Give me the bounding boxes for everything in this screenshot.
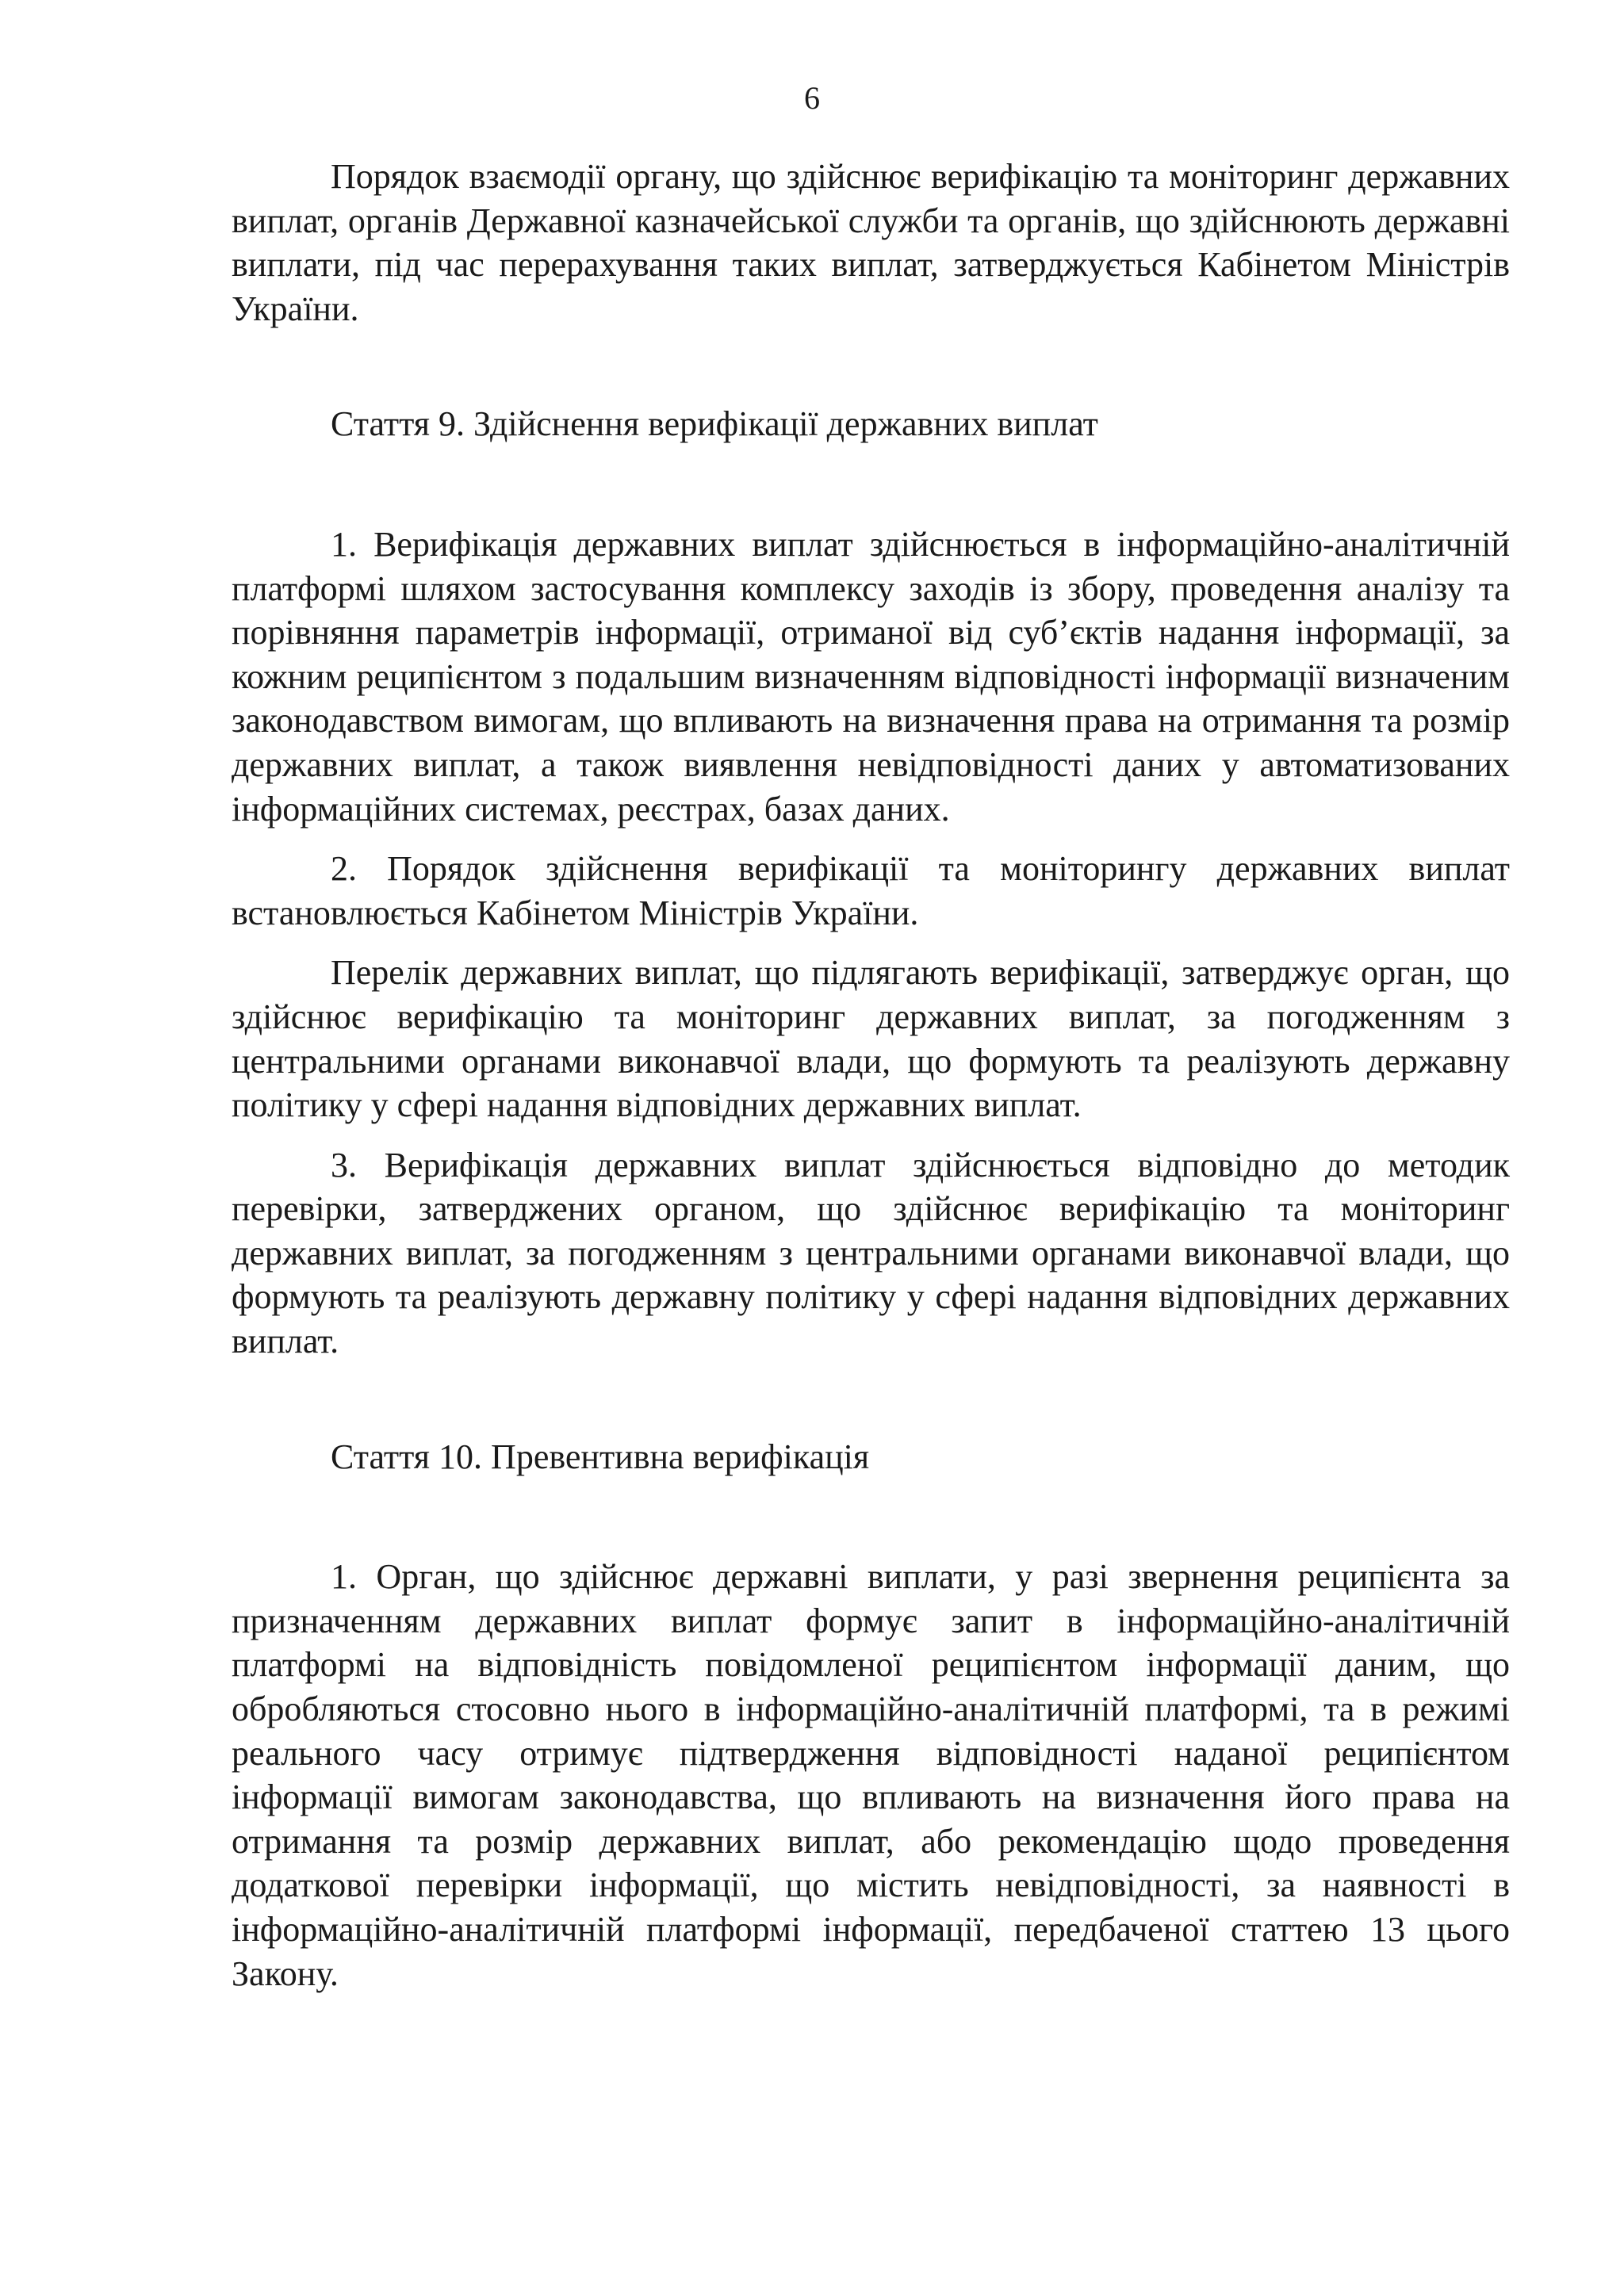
article-9-clause-2: 2. Порядок здійснення верифікації та моніторингу державних виплат встановлюється Кабінетом Міністрів України.: [232, 849, 1510, 932]
article-9-clause-2-list: Перелік державних виплат, що підлягають верифікації, затверджує орган, що здійснює верифікацію та моніторинг державних виплат, за погодженням з центральними органами виконавчої влади, що формують та реалізують державну політику у сфері надання відповідних державних виплат.: [232, 953, 1510, 1125]
spacer: [232, 446, 1510, 522]
page-number: 6: [804, 80, 820, 116]
article-10-heading: Стаття 10. Превентивна верифікація: [331, 1437, 870, 1476]
article-10-clause-1: 1. Орган, що здійснює державні виплати, у разі звернення реципієнта за призначенням державних виплат формує запит в інформаційно-аналітичній платформі на відповідність повідомленої реципієнтом інформації даним, що обробляються стосовно нього в інформаційно-аналітичній платформі, та в режимі реального часу отримує підтвердження відповідності наданої реципієнтом інформації вимогам законодавства, що впливають на визначення його права на отримання та розмір державних виплат, або рекомендацію щодо проведення додаткової перевірки інформації, що містить невідповідності, за наявності в інформаційно-аналітичній платформі інформації, передбаченої статтею 13 цього Закону.: [232, 1557, 1510, 1993]
spacer: [232, 1364, 1510, 1435]
spacer: [232, 831, 1510, 847]
spacer: [232, 1479, 1510, 1555]
spacer: [232, 1127, 1510, 1143]
paragraph-interaction-procedure: Порядок взаємодії органу, що здійснює верифікацію та моніторинг державних виплат, органів Державної казначейської служби та органів, що здійснюють державні виплати, під час перерахування таких виплат, затверджується Кабінетом Міністрів України.: [232, 157, 1510, 328]
article-9-heading: Стаття 9. Здійснення верифікації державних виплат: [331, 404, 1098, 444]
spacer: [232, 935, 1510, 951]
article-9-clause-3: 3. Верифікація державних виплат здійснюється відповідно до методик перевірки, затверджених органом, що здійснює верифікацію та моніторинг державних виплат, за погодженням з центральними органами виконавчої влади, що формують та реалізують державну політику у сфері надання відповідних державних виплат.: [232, 1145, 1510, 1361]
document-body: [232, 155, 1510, 1996]
article-9-clause-1: 1. Верифікація державних виплат здійснюється в інформаційно-аналітичній платформі шляхом застосування комплексу заходів із збору, проведення аналізу та порівняння параметрів інформації, отриманої від суб’єктів надання інформації, за кожним реципієнтом з подальшим визначенням відповідності інформації визначеним законодавством вимогам, що впливають на визначення права на отримання та розмір державних виплат, а також виявлення невідповідності даних у автоматизованих інформаційних системах, реєстрах, базах даних.: [232, 524, 1510, 828]
spacer: [232, 331, 1510, 402]
